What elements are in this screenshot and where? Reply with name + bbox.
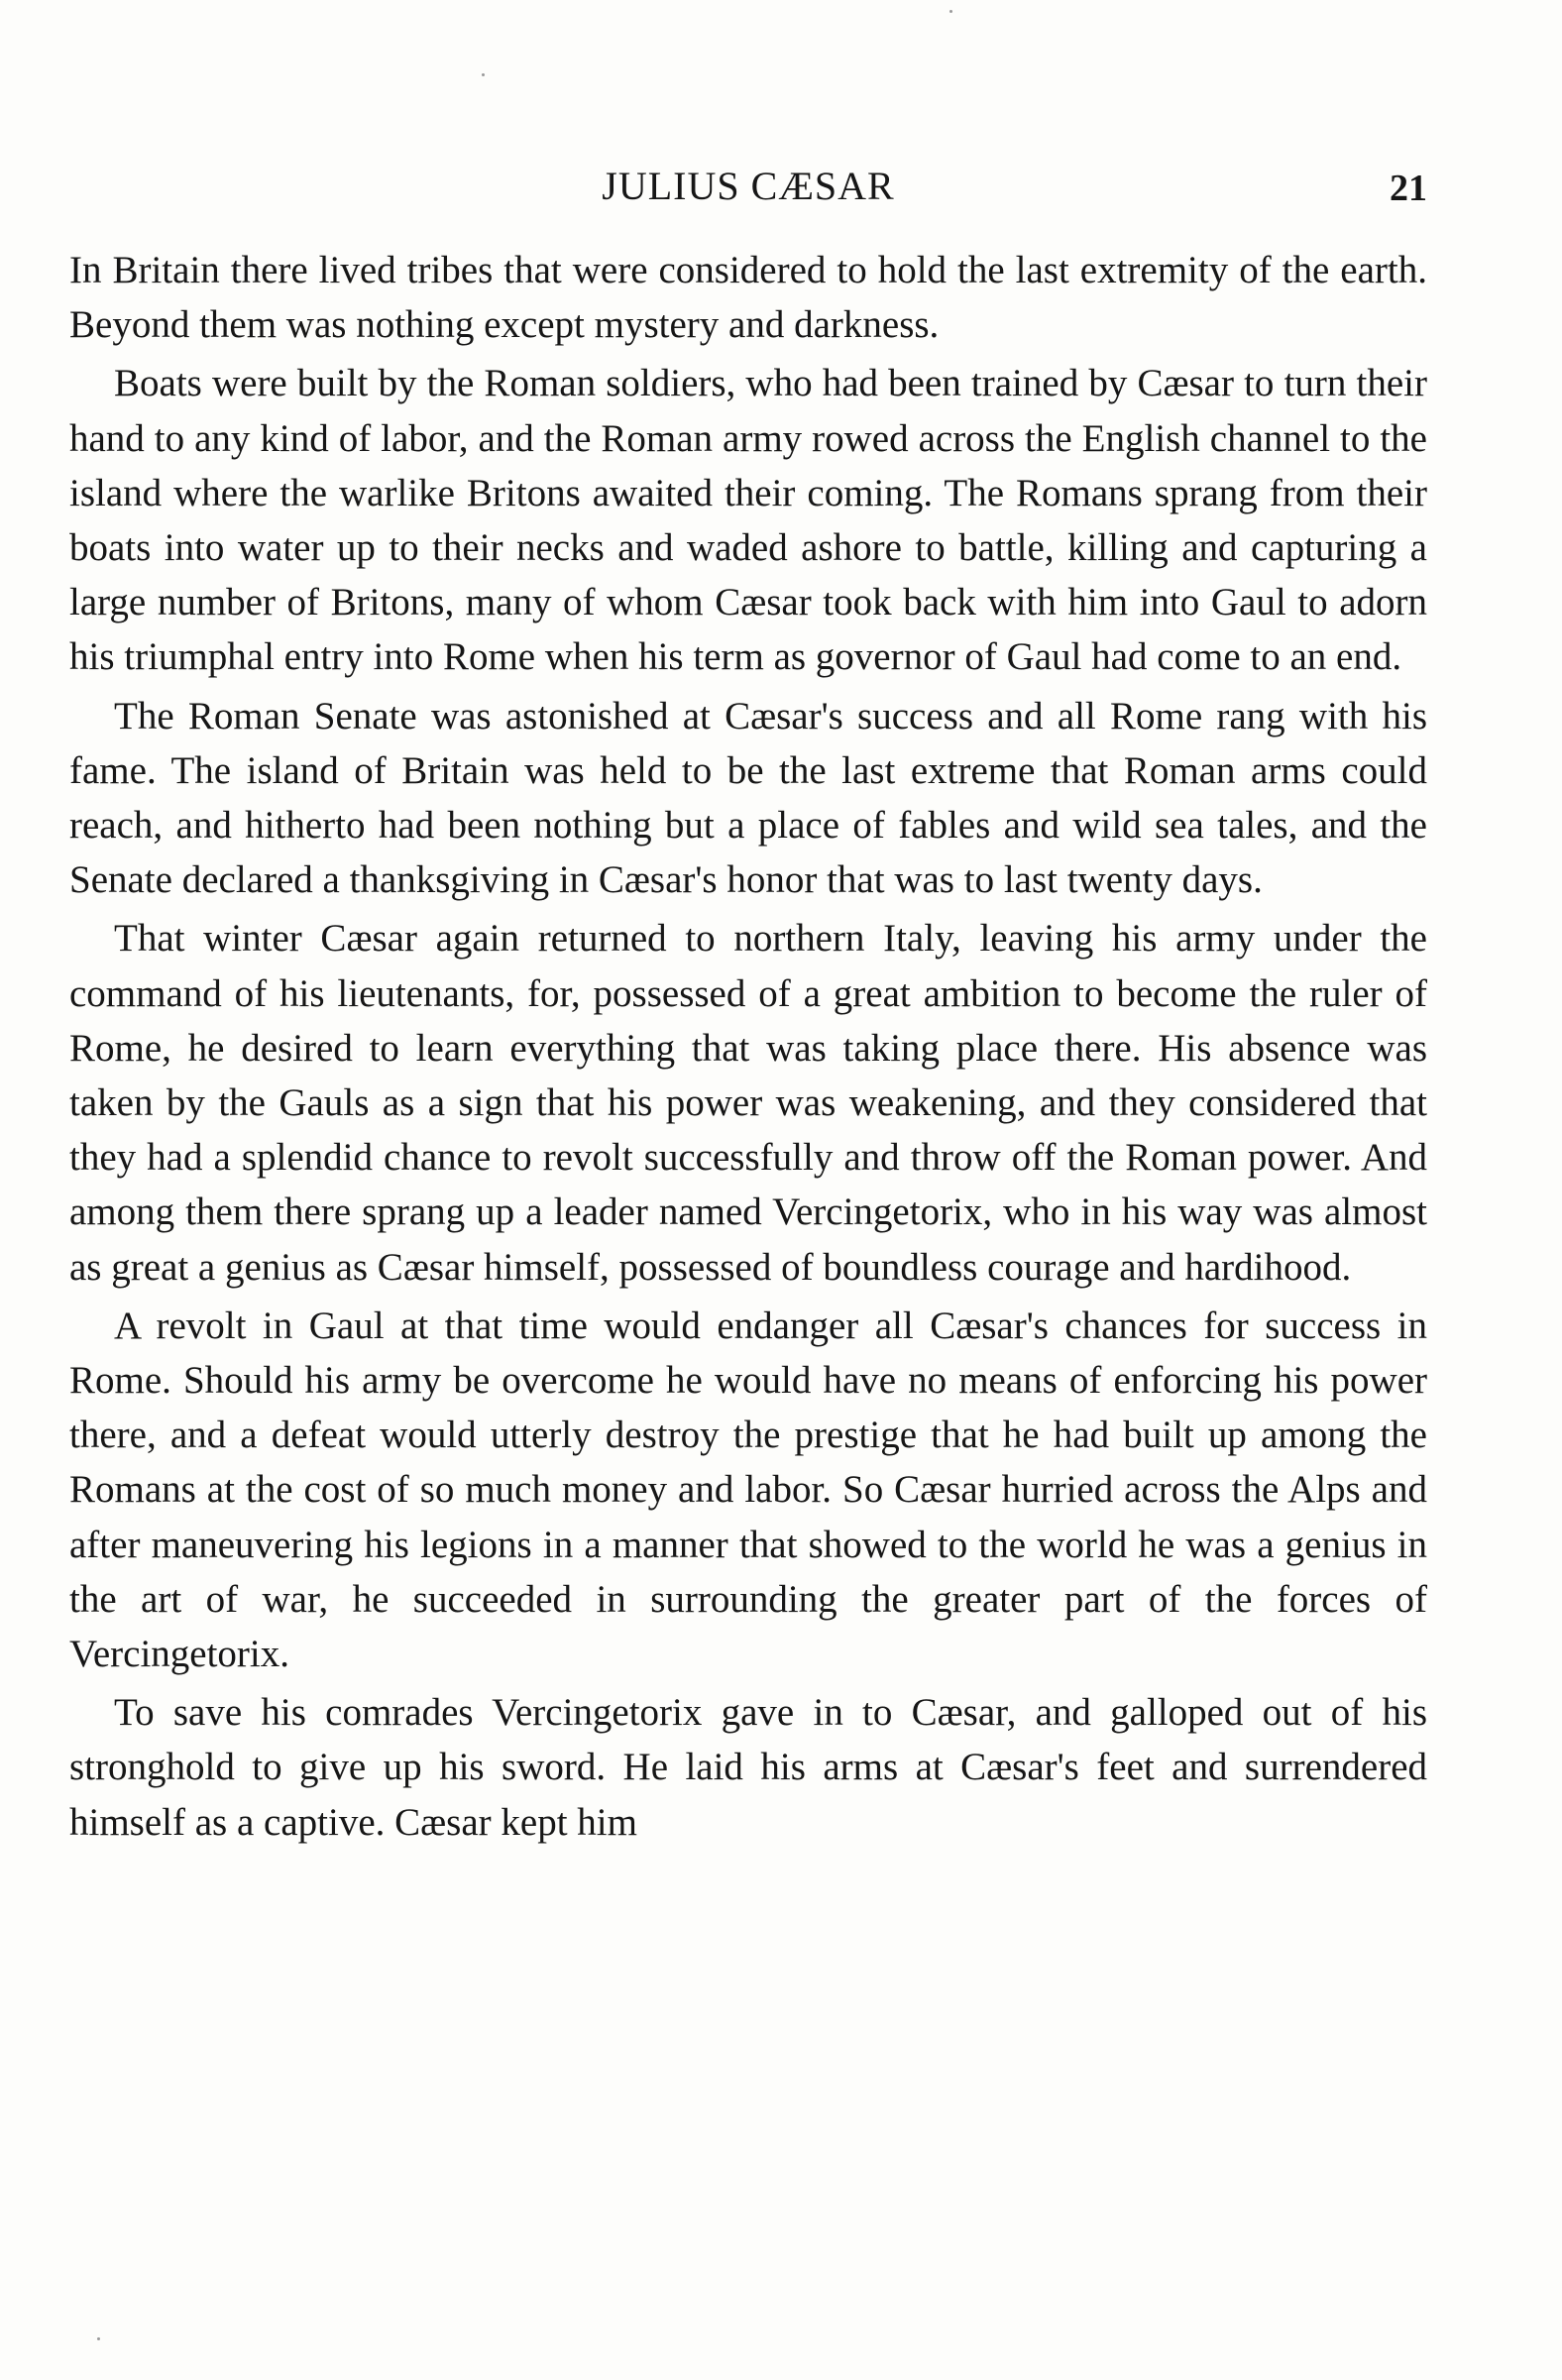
paper-speck bbox=[482, 73, 485, 76]
running-header bbox=[69, 157, 1427, 216]
paragraph-senate: The Roman Senate was astonished at Cæsar's success and all Rome rang with his fame. The island of Britain was held to be the last extreme that Roman arms could reach, and hitherto had been nothing but a place of fables and wild sea tales, and the Senate declared a thanksgiving in Cæsar's honor that was to last twenty days. bbox=[69, 694, 1427, 902]
paragraph-boats: Boats were built by the Roman soldiers, who had been trained by Cæsar to turn their hand to any kind of labor, and the Roman army rowed across the English channel to the island where the warlike Britons awaited their coming. The Romans sprang from their boats into water up to their necks and waded ashore to battle, killing and capturing a large number of Britons, many of whom Cæsar took back with him into Gaul to adorn his triumphal entry into Rome when his term as governor of Gaul had come to an end. bbox=[69, 362, 1427, 679]
page-number: 21 bbox=[1390, 168, 1427, 209]
paragraph-winter: That winter Cæsar again returned to northern Italy, leaving his army under the command of his lieutenants, for, possessed of a great ambition to become the ruler of Rome, he desired to learn everything that was taking place there. His absence was taken by the Gauls as a sign that his power was weakening, and they considered that they had a splendid chance to revolt successfully and throw off the Roman power. And among them there sprang up a leader named Vercingetorix, who in his way was almost as great a genius as Cæsar himself, possessed of boundless courage and hardihood. bbox=[69, 917, 1427, 1289]
running-title: JULIUS CÆSAR bbox=[602, 164, 895, 208]
paper-speck bbox=[97, 2337, 100, 2340]
paper-speck bbox=[949, 10, 952, 13]
paragraph-britain: In Britain there lived tribes that were considered to hold the last extremity of the earth. Beyond them was nothing except mystery and darkness. bbox=[69, 249, 1427, 347]
paragraph-surrender: To save his comrades Vercingetorix gave in to Cæsar, and galloped out of his stronghold to give up his sword. He laid his arms at Cæsar's feet and surrendered himself as a captive. Cæsar kept him bbox=[69, 1691, 1427, 1844]
paragraph-revolt: A revolt in Gaul at that time would endanger all Cæsar's chances for success in Rome. Should his army be overcome he would have no means of enforcing his power there, and a defeat would utterly destroy the prestige that he had built up among the Romans at the cost of so much money and labor. So Cæsar hurried across the Alps and after maneuvering his legions in a manner that showed to the world he was a genius in the art of war, he succeeded in surrounding the greater part of the forces of Vercingetorix. bbox=[69, 1303, 1427, 1676]
body-text bbox=[69, 243, 1427, 1854]
